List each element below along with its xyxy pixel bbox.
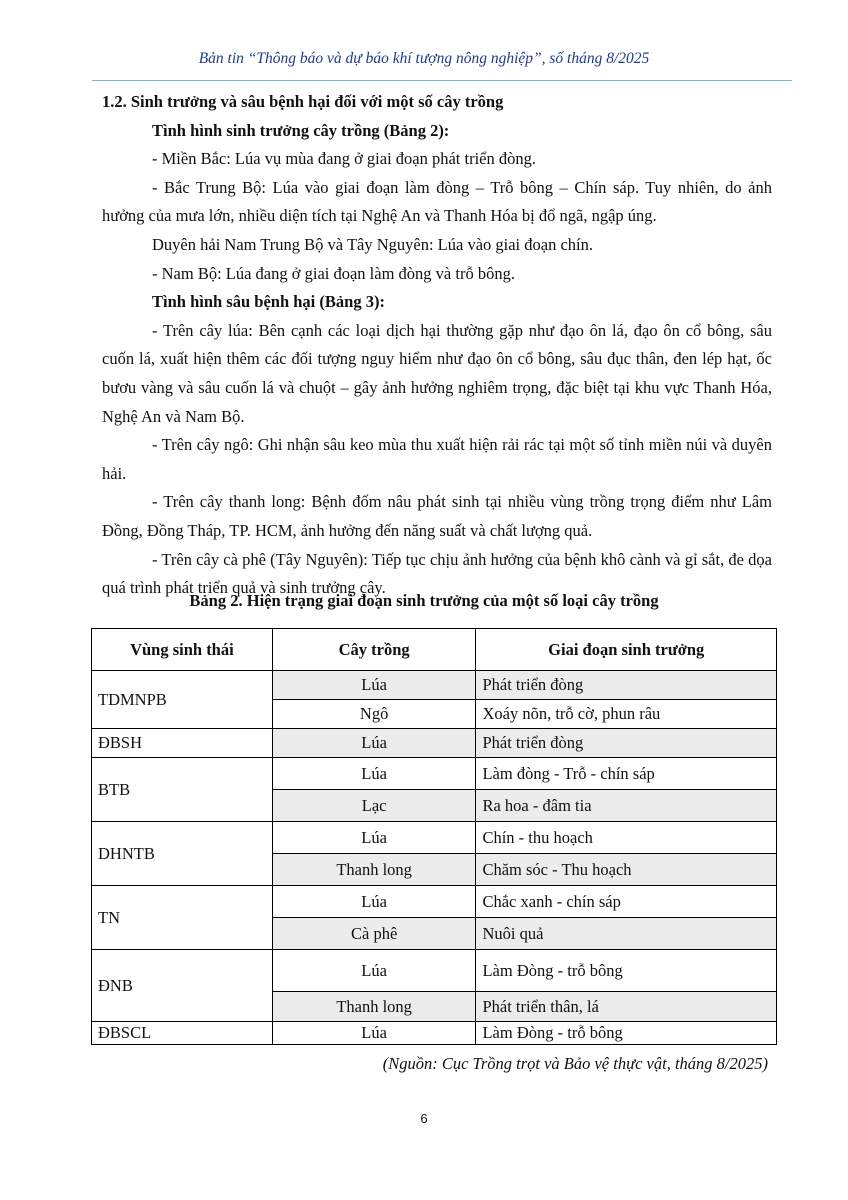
pest-heading: Tình hình sâu bệnh hại (Bảng 3): [152, 292, 385, 312]
stage-cell: Làm đòng - Trỗ - chín sáp [476, 758, 777, 790]
table-source-note: (Nguồn: Cục Trồng trọt và Bảo vệ thực vật, tháng 8/2025) [382, 1054, 768, 1073]
column-header-region: Vùng sinh thái [92, 629, 273, 671]
bulletin-header: Bản tin “Thông báo và dự báo khí tượng nông nghiệp”, số tháng 8/2025 [198, 50, 650, 67]
document-body [102, 88, 772, 603]
region-cell: BTB [92, 758, 273, 822]
crop-cell: Thanh long [272, 854, 476, 886]
stage-cell: Làm Đòng - trỗ bông [476, 950, 777, 992]
region-cell: TDMNPB [92, 671, 273, 729]
pest-paragraph: - Trên cây cà phê (Tây Nguyên): Tiếp tục chịu ảnh hưởng của bệnh khô cành và gỉ sắt, đe dọa quá trình phát triển quả và sinh trưởng cây. [102, 549, 772, 598]
pest-paragraph: - Trên cây thanh long: Bệnh đốm nâu phát sinh tại nhiều vùng trồng trọng điểm như Lâm Đồng, Đồng Tháp, TP. HCM, ảnh hưởng đến năng suất và chất lượng quả. [102, 492, 772, 540]
stage-cell: Phát triển đòng [476, 671, 777, 700]
growth-paragraph: Duyên hải Nam Trung Bộ và Tây Nguyên: Lúa vào giai đoạn chín. [152, 234, 593, 254]
crop-cell: Ngô [272, 700, 476, 729]
table-row [92, 886, 777, 918]
pest-paragraph: - Trên cây ngô: Ghi nhận sâu keo mùa thu xuất hiện rải rác tại một số tỉnh miền núi và duyên hải. [102, 435, 772, 483]
stage-cell: Chắc xanh - chín sáp [476, 886, 777, 918]
stage-cell: Chăm sóc - Thu hoạch [476, 854, 777, 886]
growth-heading: Tình hình sinh trưởng cây trồng (Bảng 2): [152, 120, 450, 140]
stage-cell: Chín - thu hoạch [476, 822, 777, 854]
header-divider [92, 80, 792, 81]
region-cell: ĐNB [92, 950, 273, 1022]
table-title: Bảng 2. Hiện trạng giai đoạn sinh trưởng của một số loại cây trồng [189, 591, 659, 610]
table-row [92, 950, 777, 992]
crop-cell: Lúa [272, 1022, 476, 1045]
pest-paragraph: - Trên cây lúa: Bên cạnh các loại dịch hại thường gặp như đạo ôn lá, đạo ôn cổ bông, sâu cuốn lá, xuất hiện thêm các đối tượng nguy hiểm như đạo ôn cổ bông, sâu đục thân, đen lép hạt, ốc bươu vàng và sâu cuốn lá và chuột – gây ảnh hưởng nghiêm trọng, đặc biệt tại khu vực Thanh Hóa, Nghệ An và Nam Bộ. [102, 320, 772, 426]
stage-cell: Ra hoa - đâm tia [476, 790, 777, 822]
region-cell: ĐBSH [92, 729, 273, 758]
table-row [92, 671, 777, 700]
table-row [92, 729, 777, 758]
crop-cell: Lạc [272, 790, 476, 822]
region-cell: DHNTB [92, 822, 273, 886]
crop-cell: Cà phê [272, 918, 476, 950]
stage-cell: Xoáy nõn, trỗ cờ, phun râu [476, 700, 777, 729]
crop-cell: Lúa [272, 758, 476, 790]
page-number: 6 [420, 1111, 428, 1126]
crop-cell: Lúa [272, 886, 476, 918]
column-header-stage: Giai đoạn sinh trưởng [476, 629, 777, 671]
growth-paragraph: - Bắc Trung Bộ: Lúa vào giai đoạn làm đòng – Trỗ bông – Chín sáp. Tuy nhiên, do ảnh hưởng của mưa lớn, nhiều diện tích tại Nghệ An và Thanh Hóa bị đổ ngã, ngập úng. [102, 177, 772, 226]
region-cell: ĐBSCL [92, 1022, 273, 1045]
table-header-row [92, 629, 777, 671]
table-row [92, 822, 777, 854]
crop-cell: Lúa [272, 950, 476, 992]
table-row [92, 1022, 777, 1045]
region-cell: TN [92, 886, 273, 950]
stage-cell: Phát triển đòng [476, 729, 777, 758]
crop-cell: Thanh long [272, 992, 476, 1022]
stage-cell: Nuôi quả [476, 918, 777, 950]
crop-cell: Lúa [272, 822, 476, 854]
crop-cell: Lúa [272, 729, 476, 758]
section-title: 1.2. Sinh trưởng và sâu bệnh hại đối với một số cây trồng [102, 92, 504, 111]
column-header-crop: Cây trồng [272, 629, 476, 671]
crop-cell: Lúa [272, 671, 476, 700]
growth-paragraph: - Nam Bộ: Lúa đang ở giai đoạn làm đòng và trỗ bông. [152, 263, 515, 283]
growth-paragraph: - Miền Bắc: Lúa vụ mùa đang ở giai đoạn phát triển đòng. [152, 149, 537, 169]
growth-stage-table [91, 628, 777, 1045]
stage-cell: Làm Đòng - trỗ bông [476, 1022, 777, 1045]
table-row [92, 758, 777, 790]
stage-cell: Phát triển thân, lá [476, 992, 777, 1022]
